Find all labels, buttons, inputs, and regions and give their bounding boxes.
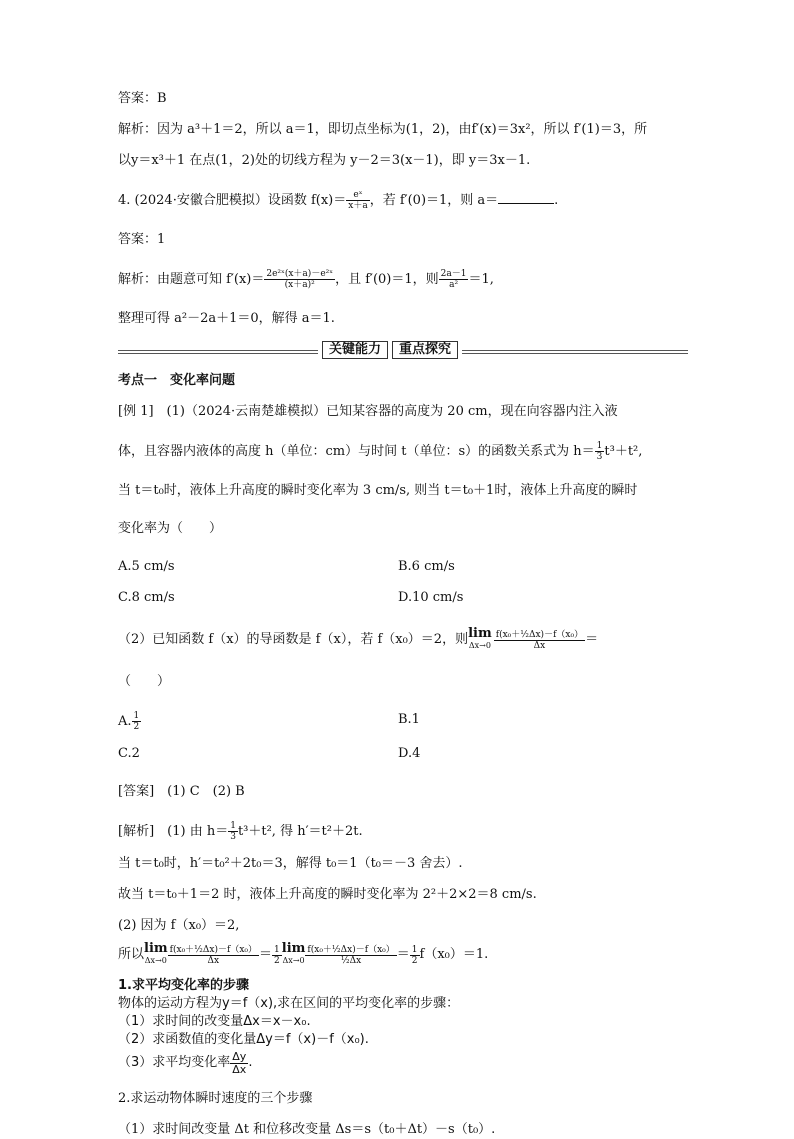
- document-page: [118, 90, 678, 1139]
- answer-line: 答案：1: [118, 232, 166, 247]
- example-line: 体，且容器内液体的高度 h（单位：cm）与时间 t（单位：s）的函数关系式为 h＝ $\frac{1}{3}$ t³＋t²,: [118, 441, 643, 462]
- method-line: （3）求平均变化率 $\frac{\Delta y}{\Delta x}$ .: [118, 1049, 253, 1076]
- limit-symbol: lim Δx→0: [468, 626, 492, 650]
- method-line: （1）求时间的改变量Δx＝x－x₀.: [118, 1014, 311, 1029]
- example-line: 当 t＝t₀时，液体上升高度的瞬时变化率为 3 cm/s, 则当 t＝t₀＋1时，液体上升高度的瞬时: [118, 483, 638, 498]
- example-line: （ ）: [118, 674, 171, 689]
- fraction: $\frac{1}{3}$: [230, 821, 236, 842]
- method-line: （1）求时间改变量 Δt 和位移改变量 Δs＝s（t₀＋Δt）－s（t₀）.: [118, 1122, 496, 1137]
- example-line: 变化率为（ ）: [118, 521, 223, 536]
- section-title: 考点一 变化率问题: [118, 373, 236, 388]
- fraction: $\frac{1}{2}$: [274, 944, 280, 966]
- fraction: $\frac{1}{2}$: [411, 944, 418, 966]
- solution-line: 故当 t＝t₀＋1＝2 时，液体上升高度的瞬时变化率为 2²＋2×2＝8 cm/s.: [118, 887, 537, 902]
- option-c: C.2: [118, 746, 140, 761]
- example-line: [例 1] (1)（2024·云南楚雄模拟）已知某容器的高度为 20 cm，现在向容器内注入液: [118, 404, 618, 419]
- explanation-line: 以y＝x³＋1 在点(1，2)处的切线方程为 y－2＝3(x－1)，即 y＝3x－1.: [118, 153, 531, 168]
- question-4: 4. (2024·安徽合肥模拟）设函数 f(x)＝ $\frac{\text{eˣ}}{x+a}$ ，若 f′(0)＝1，则 a＝ .: [118, 190, 559, 211]
- fraction: $\frac{\text{f(x₀＋½Δx)－f（x₀）}}{\Delta x}$: [495, 629, 584, 651]
- method-line: （2）求函数值的变化量Δy＝f（x)－f（x₀).: [118, 1032, 369, 1047]
- explanation-line: 整理可得 a²－2a＋1＝0，解得 a＝1.: [118, 311, 335, 326]
- method-line: 物体的运动方程为y＝f（x),求在区间的平均变化率的步骤：: [118, 996, 460, 1011]
- solution-line: 当 t＝t₀时，h′＝t₀²＋2t₀＝3，解得 t₀＝1（t₀＝－3 舍去）.: [118, 856, 463, 871]
- fraction: $\frac{\text{f(x₀＋½Δx)－f（x₀）}}{\text{½Δx}}$: [307, 944, 395, 966]
- answer-line: [答案] (1) C (2) B: [118, 784, 245, 799]
- option-d: D.4: [398, 746, 421, 761]
- option-d: D.10 cm/s: [398, 590, 464, 605]
- banner-label-right: 重点探究: [392, 341, 458, 359]
- options-row: [118, 745, 678, 763]
- solution-line: (2) 因为 f（x₀）＝2,: [118, 918, 240, 933]
- example-part-2: （2）已知函数 f（x）的导函数是 f（x），若 f（x₀）＝2，则 lim Δx→0 $\frac{\text{f(x₀＋½Δx)－f（x₀）}}{\Delta x}$ ＝: [118, 626, 599, 651]
- solution-limit-line: 所以 lim Δx→0 $\frac{\text{f(x₀＋½Δx)－f（x₀）}}{\Delta x}$ ＝ $\frac{1}{2}$ lim Δx→0 $\frac{\text{f(x₀＋½Δx)－f（x₀）}}{\text{½Δx}}$ ＝ $\frac{1}{2}$ f（x₀）＝1.: [118, 941, 489, 966]
- option-b: B.6 cm/s: [398, 559, 455, 574]
- options-row: [118, 558, 678, 576]
- options-row: [118, 711, 678, 732]
- answer-line: 答案：B: [118, 91, 167, 106]
- limit-symbol: lim Δx→0: [281, 941, 306, 965]
- method-heading: 1.求平均变化率的步骤: [118, 978, 249, 993]
- fraction: $\frac{\text{f(x₀＋½Δx)－f（x₀）}}{\Delta x}$: [169, 944, 258, 966]
- fraction: $\frac{2a-1}{\text{a²}}$: [440, 269, 467, 290]
- banner-label-left: 关键能力: [322, 341, 388, 359]
- fraction: $\frac{1}{2}$: [133, 711, 140, 732]
- fraction: $\frac{1}{3}$: [596, 441, 603, 462]
- limit-symbol: lim Δx→0: [144, 941, 168, 965]
- fraction: $\frac{\text{2e²ˣ(x＋a)－e²ˣ}}{\text{(x＋a)²}}$: [266, 269, 334, 290]
- option-a: A.5 cm/s: [118, 559, 175, 574]
- explanation-line: 解析：因为 a³＋1＝2，所以 a＝1，即切点坐标为(1，2)，由f′(x)＝3x²，所以 f′(1)＝3，所: [118, 122, 648, 137]
- option-a: A. $\frac{1}{2}$: [118, 711, 140, 732]
- fraction: $\frac{\text{eˣ}}{x+a}$: [348, 190, 368, 211]
- answer-blank: [498, 191, 554, 204]
- fraction: $\frac{\Delta y}{\Delta x}$: [232, 1049, 247, 1076]
- option-b: B.1: [398, 712, 420, 727]
- options-row: [118, 589, 678, 607]
- option-c: C.8 cm/s: [118, 590, 175, 605]
- method-heading: 2.求运动物体瞬时速度的三个步骤: [118, 1091, 313, 1106]
- section-banner: [118, 340, 678, 362]
- solution-line: [解析] (1) 由 h＝ $\frac{1}{3}$ t³＋t², 得 h′＝t²＋2t.: [118, 821, 363, 842]
- explanation-line: 解析：由题意可知 f′(x)＝ $\frac{\text{2e²ˣ(x＋a)－e²ˣ}}{\text{(x＋a)²}}$ ，且 f′(0)＝1，则 $\frac{2a-1}{\text{a²}}$ ＝1,: [118, 269, 494, 290]
